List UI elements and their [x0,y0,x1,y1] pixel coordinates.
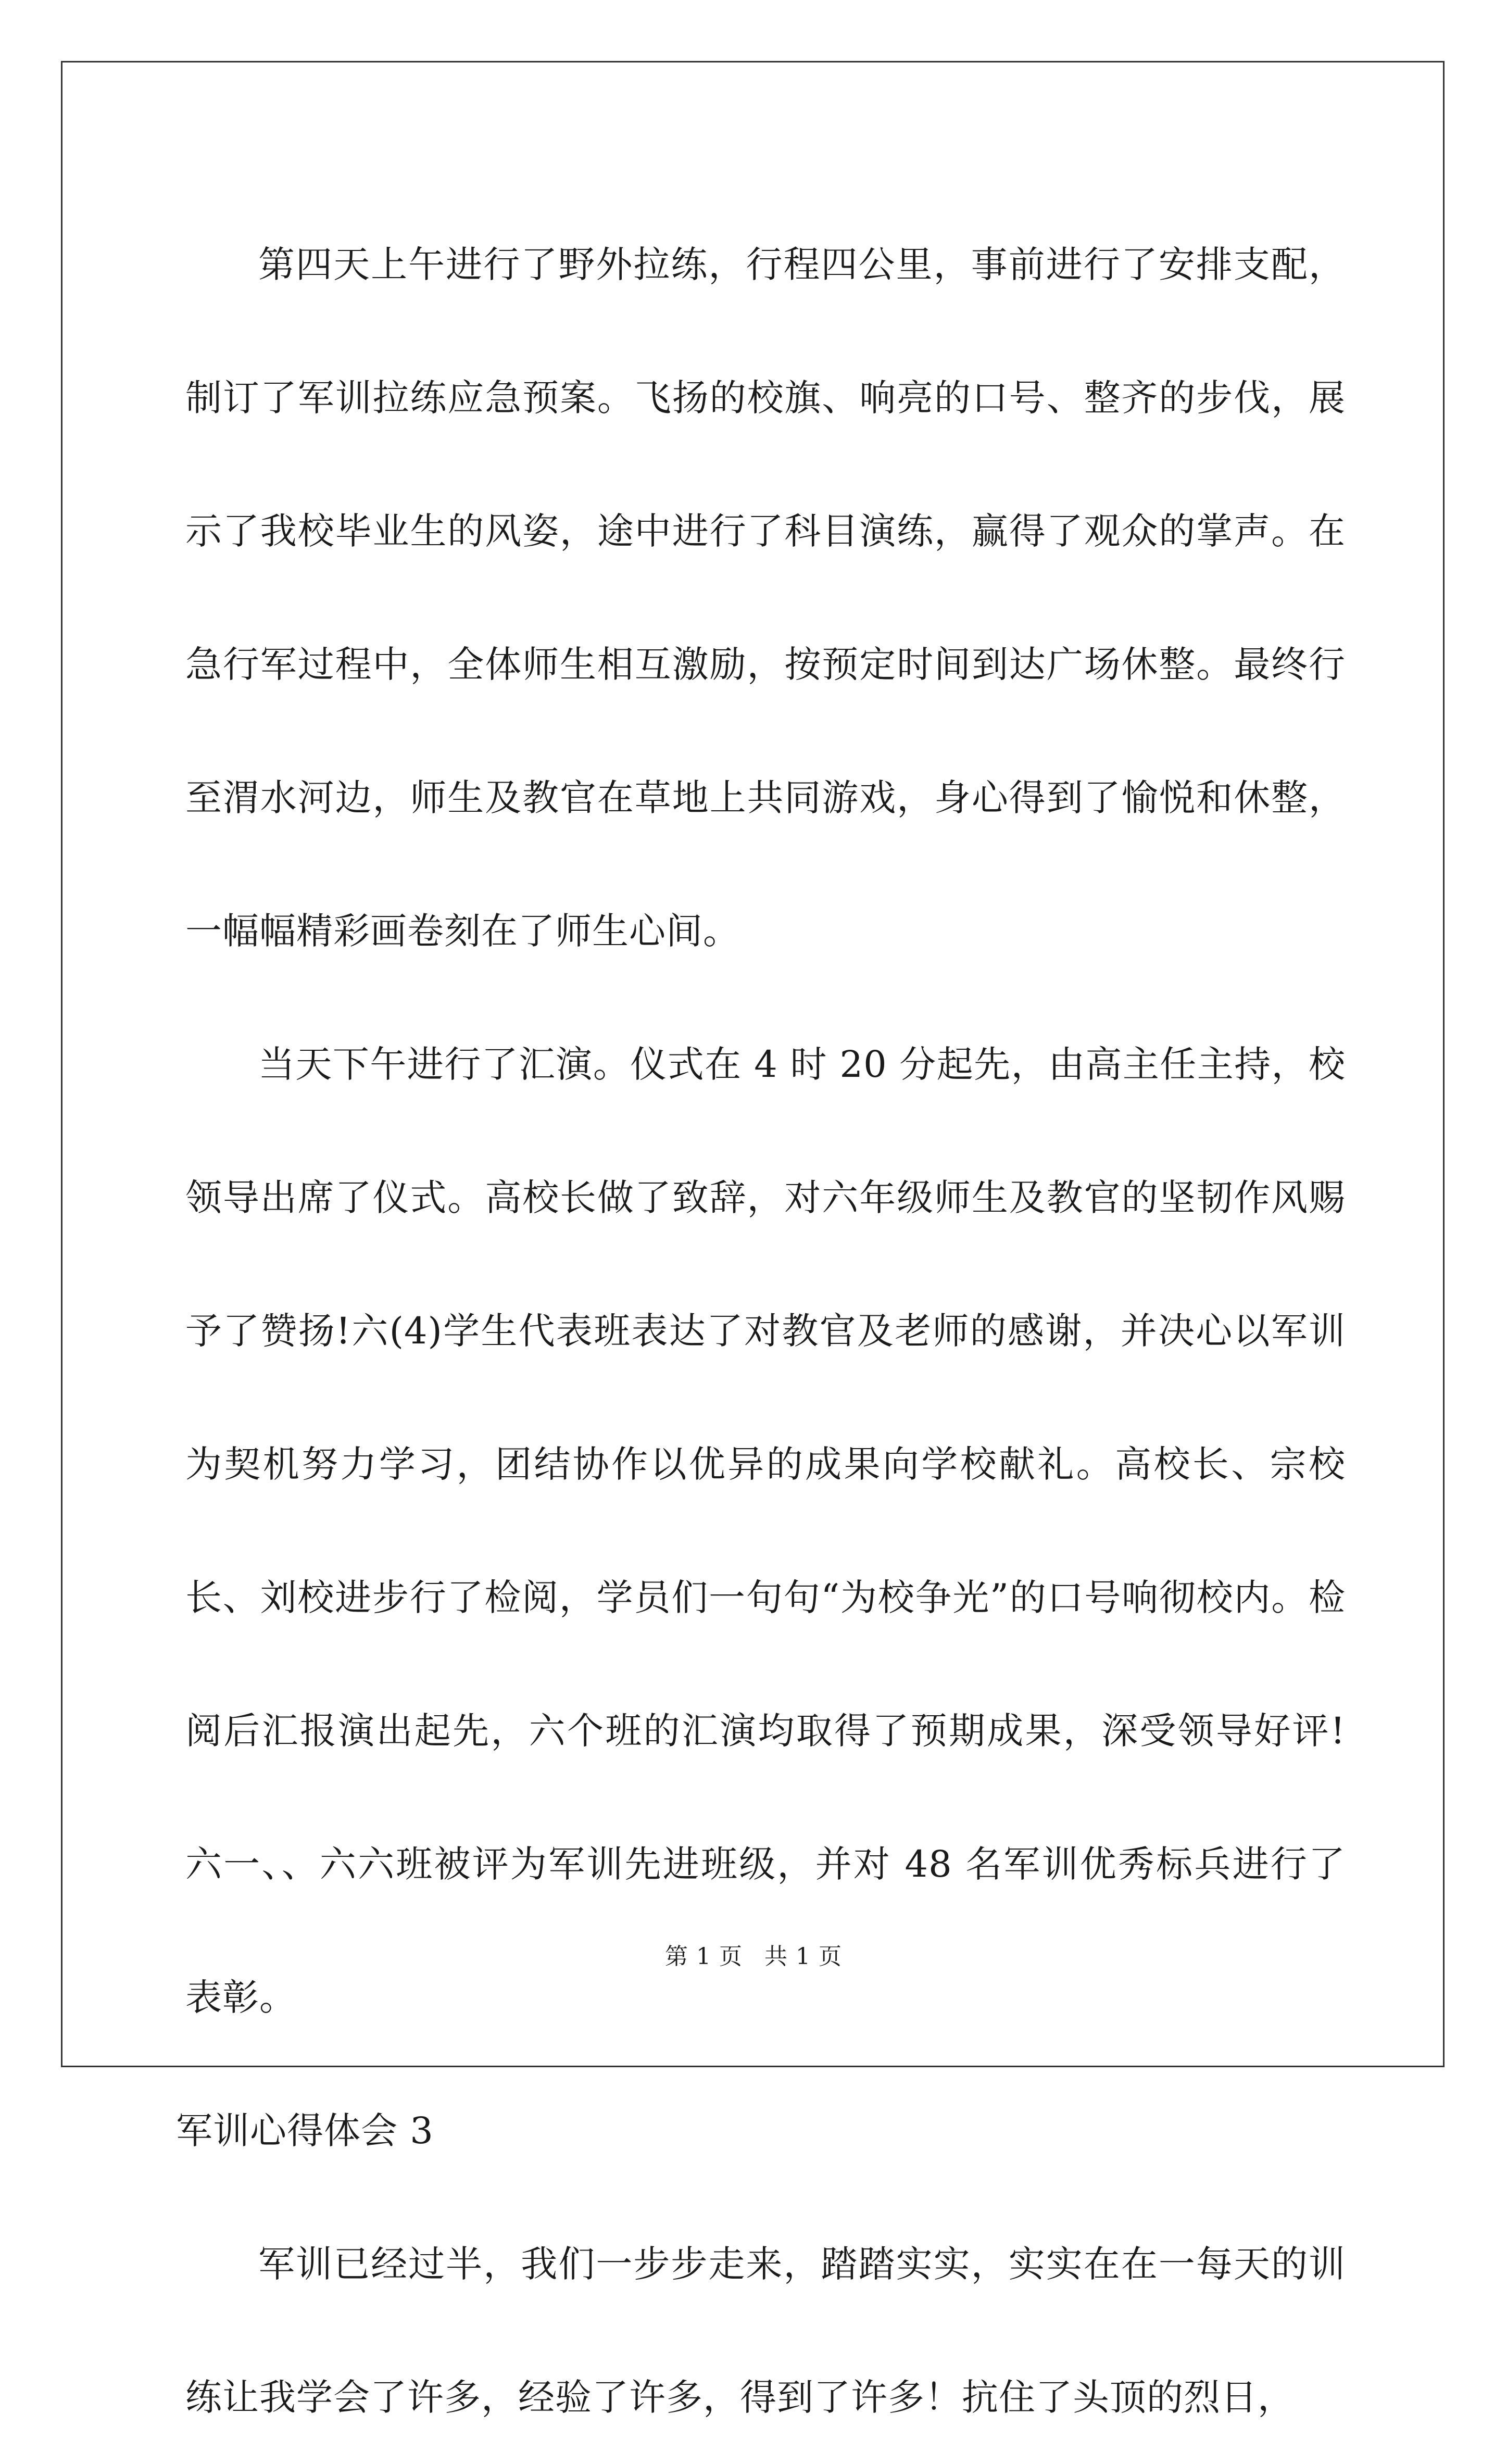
page-footer [0,1941,1507,1972]
paragraph-field-trip: 第四天上午进行了野外拉练，行程四公里，事前进行了安排支配，制订了军训拉练应急预案。飞扬的校旗、响亮的口号、整齐的步伐，展示了我校毕业生的风姿，途中进行了科目演练，赢得了观众的掌声。在急行军过程中，全体师生相互激励，按预定时间到达广场休整。最终行至渭水河边，师生及教官在草地上共同游戏，身心得到了愉悦和休整，一幅幅精彩画卷刻在了师生心间。 [185,243,1346,952]
paragraph-reflection: 军训已经过半，我们一步步走来，踏踏实实，实实在在一每天的训练让我学会了许多，经验了许多，得到了许多！抗住了头顶的烈日， [185,2243,1346,2419]
document-body [176,198,1346,2464]
section-heading: 军训心得体会 3 [176,2109,434,2152]
page-total: 共 1 页 [764,1943,842,1970]
paragraph-performance: 当天下午进行了汇演。仪式在 4 时 20 分起先，由高主任主持，校领导出席了仪式。高校长做了致辞，对六年级师生及教官的坚韧作风赐予了赞扬!六(4)学生代表班表达了对教官及老师的感谢，并决心以军训为契机努力学习，团结协作以优异的成果向学校献礼。高校长、宗校长、刘校进步行了检阅，学员们一句句“为校争光”的口号响彻校内。检阅后汇报演出起先，六个班的汇演均取得了预期成果，深受领导好评!六一、、六六班被评为军训先进班级，并对 48 名军训优秀标兵进行了表彰。 [185,1043,1346,2019]
page-number: 第 1 页 [665,1943,743,1970]
